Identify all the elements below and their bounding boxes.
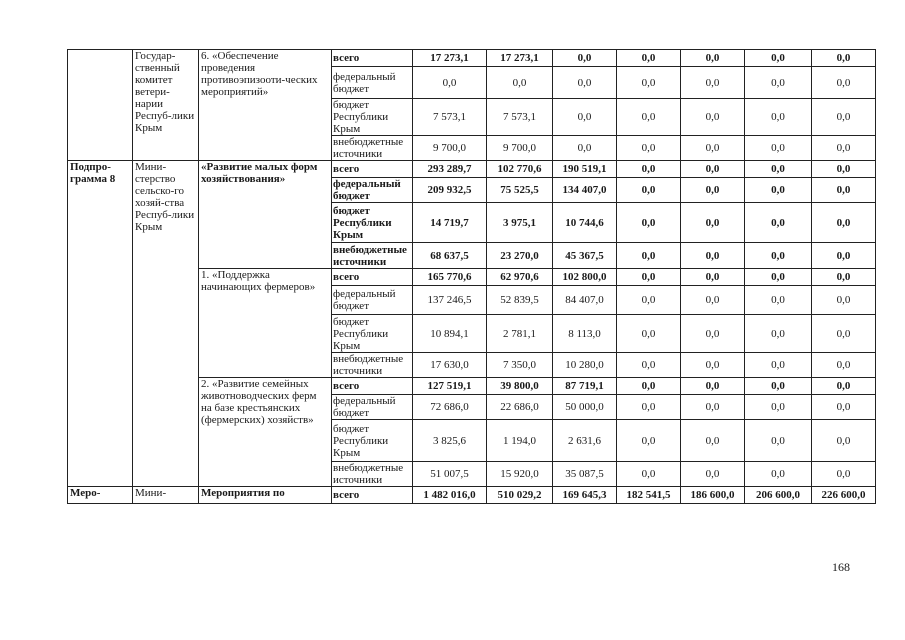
amount-cell: 0,0 [745,161,812,178]
amount-cell: 17 273,1 [413,50,487,67]
text-cell: 6. «Обеспечение проведения противоэпизооти-ческих мероприятий» [199,50,332,161]
table-row [68,487,876,504]
amount-cell: 17 273,1 [487,50,553,67]
amount-cell: 0,0 [553,136,617,161]
amount-cell: 0,0 [617,67,681,99]
amount-cell: 0,0 [681,395,745,420]
amount-cell: 52 839,5 [487,286,553,315]
amount-cell: 10 744,6 [553,203,617,243]
amount-cell: 1 482 016,0 [413,487,487,504]
amount-cell: 209 932,5 [413,178,487,203]
source-cell: бюджет Республики Крым [332,315,413,353]
source-cell: федеральный бюджет [332,67,413,99]
table-row [68,161,876,178]
amount-cell: 0,0 [812,353,876,378]
amount-cell: 22 686,0 [487,395,553,420]
amount-cell: 0,0 [812,161,876,178]
text-cell: 2. «Развитие семейных животноводческих ферм на базе крестьянских (фермерских) хозяйств» [199,378,332,487]
amount-cell: 0,0 [745,420,812,462]
amount-cell: 0,0 [745,67,812,99]
amount-cell: 0,0 [812,203,876,243]
table-row [68,50,876,67]
amount-cell: 0,0 [617,353,681,378]
amount-cell: 0,0 [617,243,681,269]
amount-cell: 0,0 [681,203,745,243]
amount-cell: 7 573,1 [413,99,487,136]
amount-cell: 9 700,0 [487,136,553,161]
amount-cell: 17 630,0 [413,353,487,378]
amount-cell: 0,0 [745,136,812,161]
source-cell: федеральный бюджет [332,286,413,315]
text-cell [68,50,133,161]
text-cell: Подпро-грамма 8 [68,161,133,487]
amount-cell: 68 637,5 [413,243,487,269]
amount-cell: 0,0 [812,99,876,136]
amount-cell: 0,0 [812,286,876,315]
amount-cell: 2 781,1 [487,315,553,353]
source-cell: всего [332,487,413,504]
amount-cell: 0,0 [553,50,617,67]
amount-cell: 127 519,1 [413,378,487,395]
amount-cell: 0,0 [745,286,812,315]
amount-cell: 0,0 [745,462,812,487]
text-cell: Государ-ственный комитет ветери-нарии Респуб-лики Крым [133,50,199,161]
amount-cell: 0,0 [745,203,812,243]
amount-cell: 0,0 [745,353,812,378]
amount-cell: 186 600,0 [681,487,745,504]
amount-cell: 0,0 [681,269,745,286]
text-cell: «Развитие малых форм хозяйствования» [199,161,332,269]
amount-cell: 3 975,1 [487,203,553,243]
amount-cell: 0,0 [812,67,876,99]
source-cell: внебюджетные источники [332,136,413,161]
amount-cell: 0,0 [617,269,681,286]
amount-cell: 0,0 [681,462,745,487]
amount-cell: 134 407,0 [553,178,617,203]
amount-cell: 137 246,5 [413,286,487,315]
amount-cell: 0,0 [745,243,812,269]
amount-cell: 3 825,6 [413,420,487,462]
amount-cell: 0,0 [745,178,812,203]
amount-cell: 0,0 [745,395,812,420]
amount-cell: 0,0 [617,203,681,243]
amount-cell: 0,0 [745,50,812,67]
amount-cell: 0,0 [681,50,745,67]
amount-cell: 0,0 [681,378,745,395]
amount-cell: 23 270,0 [487,243,553,269]
source-cell: внебюджетные источники [332,462,413,487]
amount-cell: 8 113,0 [553,315,617,353]
amount-cell: 102 800,0 [553,269,617,286]
amount-cell: 0,0 [617,378,681,395]
amount-cell: 2 631,6 [553,420,617,462]
source-cell: внебюджетные источники [332,353,413,378]
amount-cell: 0,0 [617,395,681,420]
amount-cell: 84 407,0 [553,286,617,315]
amount-cell: 75 525,5 [487,178,553,203]
amount-cell: 45 367,5 [553,243,617,269]
amount-cell: 510 029,2 [487,487,553,504]
amount-cell: 0,0 [617,420,681,462]
amount-cell: 50 000,0 [553,395,617,420]
amount-cell: 0,0 [681,99,745,136]
page-number: 168 [832,560,850,574]
amount-cell: 0,0 [617,462,681,487]
amount-cell: 39 800,0 [487,378,553,395]
amount-cell: 0,0 [745,315,812,353]
amount-cell: 0,0 [413,67,487,99]
amount-cell: 0,0 [681,286,745,315]
amount-cell: 226 600,0 [812,487,876,504]
amount-cell: 206 600,0 [745,487,812,504]
amount-cell: 14 719,7 [413,203,487,243]
amount-cell: 51 007,5 [413,462,487,487]
amount-cell: 0,0 [617,286,681,315]
amount-cell: 0,0 [617,50,681,67]
amount-cell: 0,0 [745,378,812,395]
amount-cell: 0,0 [681,420,745,462]
amount-cell: 0,0 [812,462,876,487]
source-cell: федеральный бюджет [332,395,413,420]
amount-cell: 10 280,0 [553,353,617,378]
source-cell: всего [332,161,413,178]
table-body [68,50,876,504]
amount-cell: 0,0 [553,67,617,99]
text-cell: Мини- [133,487,199,504]
amount-cell: 0,0 [617,315,681,353]
amount-cell: 0,0 [681,178,745,203]
amount-cell: 293 289,7 [413,161,487,178]
amount-cell: 0,0 [617,161,681,178]
amount-cell: 0,0 [812,136,876,161]
amount-cell: 0,0 [812,50,876,67]
amount-cell: 7 573,1 [487,99,553,136]
amount-cell: 0,0 [487,67,553,99]
amount-cell: 0,0 [812,243,876,269]
amount-cell: 0,0 [681,161,745,178]
source-cell: федеральный бюджет [332,178,413,203]
amount-cell: 102 770,6 [487,161,553,178]
amount-cell: 0,0 [812,420,876,462]
amount-cell: 10 894,1 [413,315,487,353]
source-cell: бюджет Республики Крым [332,99,413,136]
amount-cell: 0,0 [812,269,876,286]
amount-cell: 0,0 [812,378,876,395]
amount-cell: 7 350,0 [487,353,553,378]
budget-table [67,49,876,504]
amount-cell: 35 087,5 [553,462,617,487]
amount-cell: 1 194,0 [487,420,553,462]
amount-cell: 15 920,0 [487,462,553,487]
amount-cell: 0,0 [812,178,876,203]
amount-cell: 87 719,1 [553,378,617,395]
amount-cell: 0,0 [812,395,876,420]
amount-cell: 0,0 [812,315,876,353]
amount-cell: 0,0 [617,178,681,203]
text-cell: Мероприятия по [199,487,332,504]
amount-cell: 0,0 [681,67,745,99]
source-cell: всего [332,378,413,395]
amount-cell: 0,0 [681,136,745,161]
text-cell: 1. «Поддержка начинающих фермеров» [199,269,332,378]
amount-cell: 72 686,0 [413,395,487,420]
source-cell: внебюджетные источники [332,243,413,269]
amount-cell: 0,0 [617,99,681,136]
amount-cell: 0,0 [681,315,745,353]
amount-cell: 62 970,6 [487,269,553,286]
amount-cell: 0,0 [553,99,617,136]
text-cell: Мини-стерство сельско-го хозяй-ства Респуб-лики Крым [133,161,199,487]
amount-cell: 165 770,6 [413,269,487,286]
amount-cell: 0,0 [681,243,745,269]
text-cell: Меро- [68,487,133,504]
amount-cell: 0,0 [617,136,681,161]
amount-cell: 190 519,1 [553,161,617,178]
source-cell: всего [332,50,413,67]
amount-cell: 9 700,0 [413,136,487,161]
amount-cell: 0,0 [681,353,745,378]
source-cell: бюджет Республики Крым [332,203,413,243]
amount-cell: 169 645,3 [553,487,617,504]
source-cell: бюджет Республики Крым [332,420,413,462]
source-cell: всего [332,269,413,286]
amount-cell: 0,0 [745,99,812,136]
amount-cell: 0,0 [745,269,812,286]
amount-cell: 182 541,5 [617,487,681,504]
